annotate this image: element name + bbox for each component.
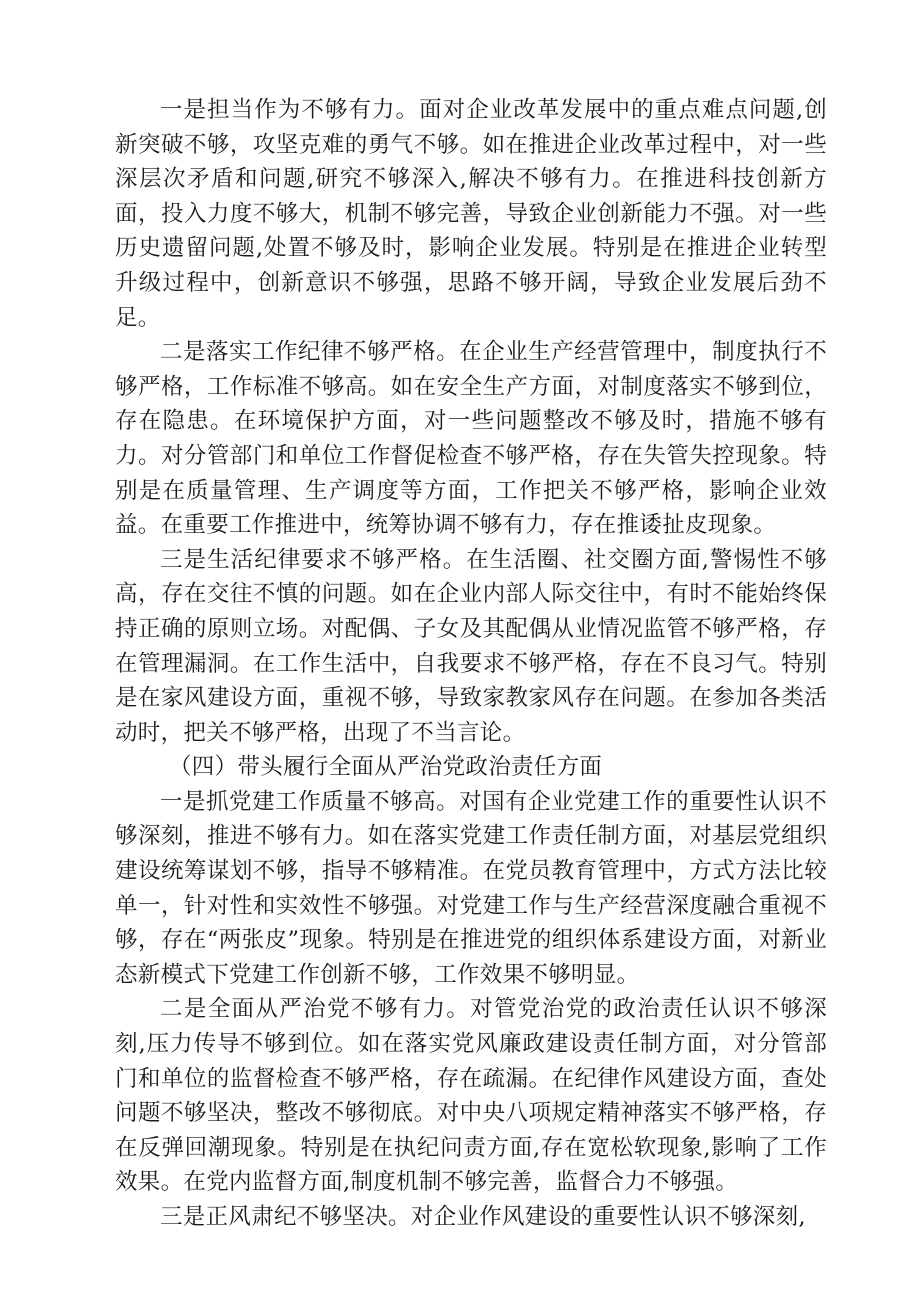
section-heading: （四）带头履行全面从严治党政治责任方面	[169, 754, 603, 781]
paragraph-work-discipline: 二是落实工作纪律不够严格。在企业生产经营管理中，制度执行不够严格，工作标准不够高。如在安全生产方面，对制度落实不够到位，存在隐患。在环境保护方面，对一些问题整改不够及时，措施不够有力。对分管部门和单位工作督促检查不够严格，存在失管失控现象。特别是在质量管理、生产调度等方面，工作把关不够严格，影响企业效益。在重要工作推进中，统筹协调不够有力，存在推诿扯皮现象。	[115, 339, 827, 539]
paragraph-party-building: 一是抓党建工作质量不够高。对国有企业党建工作的重要性认识不够深刻，推进不够有力。如在落实党建工作责任制方面，对基层党组织建设统筹谋划不够，指导不够精准。在党员教育管理中，方式方法比较单一，针对性和实效性不够强。对党建工作与生产经营深度融合重视不够，存在“两张皮”现象。特别是在推进党的组织体系建设方面，对新业态新模式下党建工作创新不够，工作效果不够明显。	[115, 788, 827, 988]
paragraph-life-discipline: 三是生活纪律要求不够严格。在生活圈、社交圈方面,警惕性不够高，存在交往不慎的问题。如在企业内部人际交往中，有时不能始终保持正确的原则立场。对配偶、子女及其配偶从业情况监管不够严格，存在管理漏洞。在工作生活中，自我要求不够严格，存在不良习气。特别是在家风建设方面，重视不够，导致家教家风存在问题。在参加各类活动时，把关不够严格，出现了不当言论。	[115, 546, 827, 746]
document-page	[115, 93, 827, 1235]
paragraph-discipline-rectification: 三是正风肃纪不够坚决。对企业作风建设的重要性认识不够深刻,	[160, 1204, 806, 1230]
paragraph-responsibility: 一是担当作为不够有力。面对企业改革发展中的重点难点问题,创新突破不够，攻坚克难的勇气不够。如在推进企业改革过程中，对一些深层次矛盾和问题,研究不够深入,解决不够有力。在推进科技创新方面，投入力度不够大，机制不够完善，导致企业创新能力不强。对一些历史遗留问题,处置不够及时，影响企业发展。特别是在推进企业转型升级过程中，创新意识不够强，思路不够开阔，导致企业发展后劲不足。	[115, 97, 827, 331]
paragraph-strict-governance: 二是全面从严治党不够有力。对管党治党的政治责任认识不够深刻,压力传导不够到位。如在落实党风廉政建设责任制方面，对分管部门和单位的监督检查不够严格，存在疏漏。在纪律作风建设方面，查处问题不够坚决，整改不够彻底。对中央八项规定精神落实不够严格，存在反弹回潮现象。特别是在执纪问责方面,存在宽松软现象,影响了工作效果。在党内监督方面,制度机制不够完善，监督合力不够强。	[115, 996, 827, 1196]
